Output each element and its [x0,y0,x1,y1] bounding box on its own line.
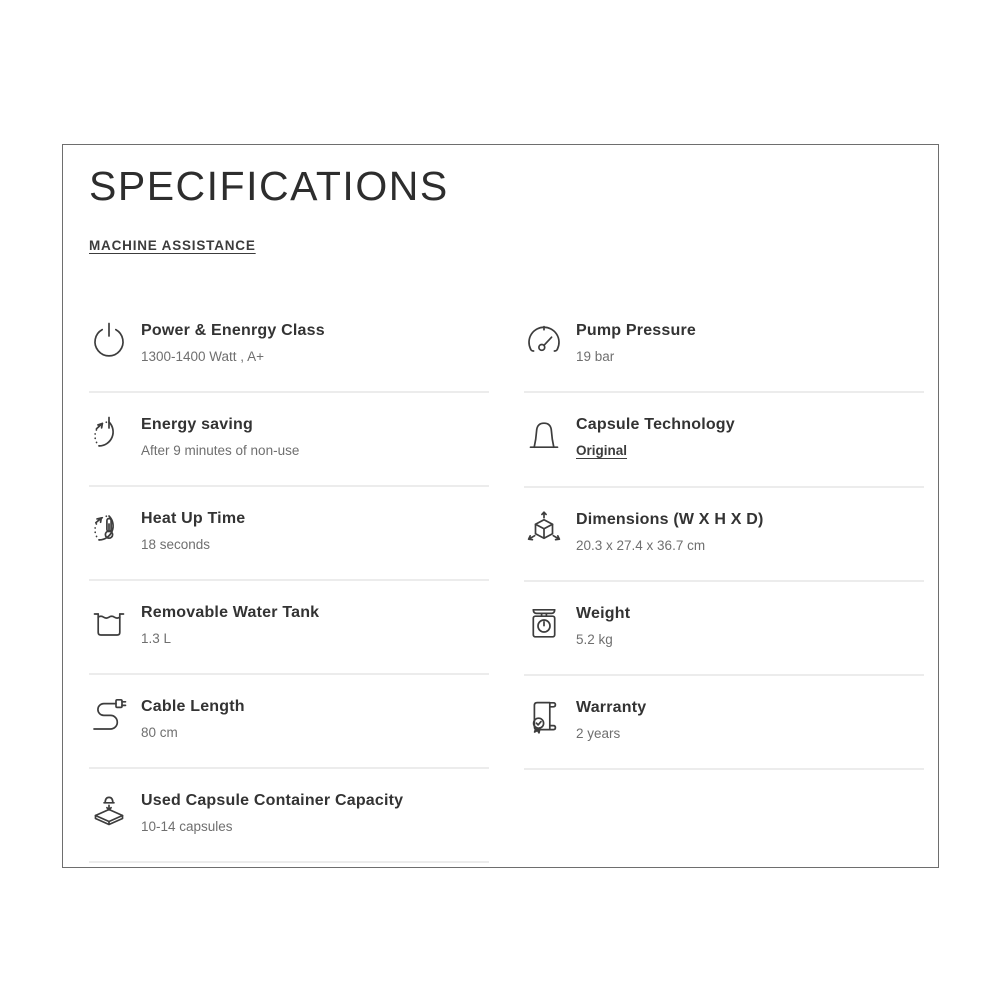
spec-label: Pump Pressure [576,322,696,340]
warranty-icon [524,697,564,737]
spec-value: 1300-1400 Watt , A+ [141,349,264,365]
dimensions-icon [524,509,564,549]
spec-label: Power & Enenrgy Class [141,322,325,340]
spec-value: 20.3 x 27.4 x 36.7 cm [576,538,706,554]
specifications-card [62,144,939,868]
machine-assistance-link[interactable]: MACHINE ASSISTANCE [89,238,256,254]
pump-pressure-icon [524,320,564,360]
spec-label: Heat Up Time [141,510,246,528]
spec-item-power-enenrgy-class [89,299,489,393]
spec-item-capsule-technology [524,393,924,488]
spec-label: Energy saving [141,416,253,434]
specs-grid [89,299,924,863]
spec-value: After 9 minutes of non-use [141,443,300,459]
cable-length-icon [89,696,129,736]
spec-label: Weight [576,605,631,623]
used-capsule-container-icon [89,790,129,830]
spec-item-warranty [524,676,924,770]
water-tank-icon [89,602,129,642]
spec-item-heat-up-time [89,487,489,581]
spec-item-dimensions-w-x-h-x-d [524,488,924,582]
spec-value: 10-14 capsules [141,819,233,835]
specs-column-right [524,299,924,863]
energy-saving-icon [89,414,129,454]
power-icon [89,320,129,360]
spec-item-used-capsule-container-capacity [89,769,489,863]
spec-label: Cable Length [141,698,245,716]
specs-column-left [89,299,489,863]
spec-item-removable-water-tank [89,581,489,675]
spec-item-energy-saving [89,393,489,487]
spec-label: Removable Water Tank [141,604,320,622]
spec-label: Capsule Technology [576,416,735,434]
spec-value: 18 seconds [141,537,211,553]
spec-item-pump-pressure [524,299,924,393]
spec-value: 1.3 L [141,631,172,647]
spec-value: 80 cm [141,725,178,741]
spec-item-cable-length [89,675,489,769]
spec-label: Warranty [576,699,647,717]
heat-up-time-icon [89,508,129,548]
spec-item-weight [524,582,924,676]
weight-scale-icon [524,603,564,643]
spec-value: 2 years [576,726,621,742]
capsule-icon [524,414,564,454]
spec-label: Used Capsule Container Capacity [141,792,404,810]
capsule-technology-link[interactable]: Original [576,443,628,459]
page-title: SPECIFICATIONS [89,163,449,209]
spec-value: 5.2 kg [576,632,613,648]
spec-value: 19 bar [576,349,615,365]
spec-label: Dimensions (W X H X D) [576,511,764,529]
